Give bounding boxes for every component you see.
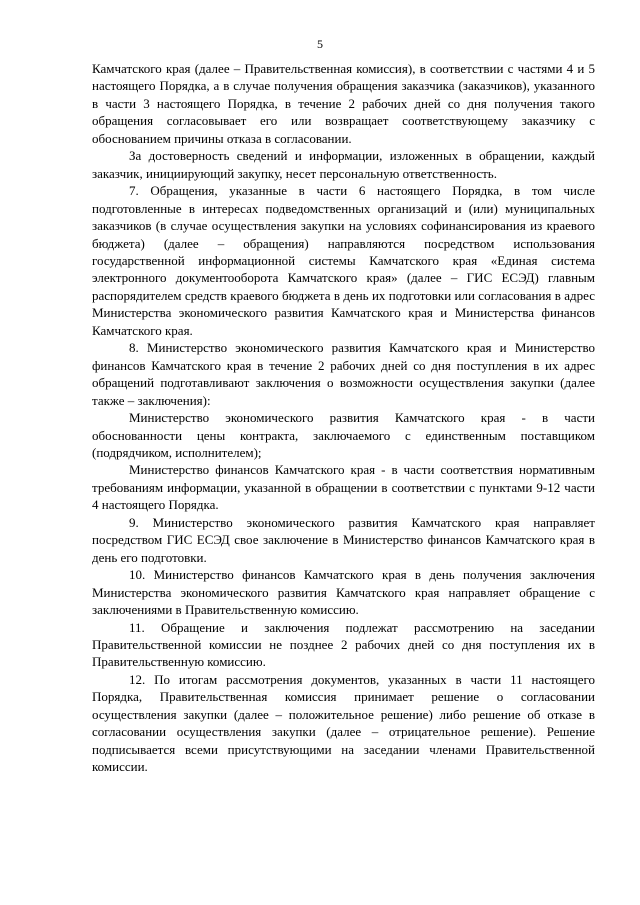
paragraph-8-economy: Министерство экономического развития Камчатского края - в части обоснованности цены контракта, заключаемого с единственным поставщиком (подрядчиком, исполнителем); — [92, 410, 595, 460]
paragraph-8-finance: Министерство финансов Камчатского края - в части соответствия нормативным требованиям информации, указанной в обращении в соответствии с пунктами 9-12 части 4 настоящего Порядка. — [92, 462, 595, 513]
paragraph-10: 10. Министерство финансов Камчатского края в день получения заключения Министерства экономического развития Камчатского края направляет обращение с заключениями в Правительственную комиссию. — [92, 567, 595, 618]
paragraph-7: 7. Обращения, указанные в части 6 настоящего Порядка, в том числе подготовленные в интересах подведомственных организаций и (или) муниципальных заказчиков (в случае осуществления закупки на условиях софинансирования из краевого бюджета) (далее – обращения) направляются посредством использования государственной информационной системы Камчатского края «Единая система электронного документооборота Камчатского края» (далее – ГИС ЕСЭД) главным распорядителем средств краевого бюджета в день их подготовки или согласования в адрес Министерства экономического развития Камчатского края и Министерства финансов Камчатского края. — [92, 183, 595, 338]
document-body — [92, 60, 595, 776]
paragraph-responsibility: За достоверность сведений и информации, изложенных в обращении, каждый заказчик, инициирующий закупку, несет персональную ответственность. — [92, 148, 595, 181]
paragraph-continuation: Камчатского края (далее – Правительственная комиссия), в соответствии с частями 4 и 5 настоящего Порядка, а в случае получения обращения заказчика (заказчиков), указанного в части 3 настоящего Порядка, в течение 2 рабочих дней со дня получения такого обращения согласовывает его или возвращает соответствующему заказчику с обоснованием причины отказа в согласовании. — [92, 61, 595, 146]
paragraph-8: 8. Министерство экономического развития Камчатского края и Министерство финансов Камчатского края в течение 2 рабочих дней со дня поступления в их адрес обращений подготавливают заключения о возможности осуществления закупки (далее также – заключения): — [92, 340, 595, 408]
page-number: 5 — [317, 37, 323, 51]
paragraph-9: 9. Министерство экономического развития Камчатского края направляет посредством ГИС ЕСЭД свое заключение в Министерство финансов Камчатского края в день его подготовки. — [92, 514, 595, 565]
paragraph-11: 11. Обращение и заключения подлежат рассмотрению на заседании Правительственной комиссии не позднее 2 рабочих дней со дня поступления их в Правительственную комиссию. — [92, 619, 595, 670]
paragraph-12: 12. По итогам рассмотрения документов, указанных в части 11 настоящего Порядка, Правительственная комиссия принимает решение о согласовании осуществления закупки (далее – положительное решение) либо решение об отказе в согласовании осуществления закупки (далее – отрицательное решение). Решение подписывается всеми присутствующими на заседании членами Правительственной комиссии. — [92, 671, 595, 775]
